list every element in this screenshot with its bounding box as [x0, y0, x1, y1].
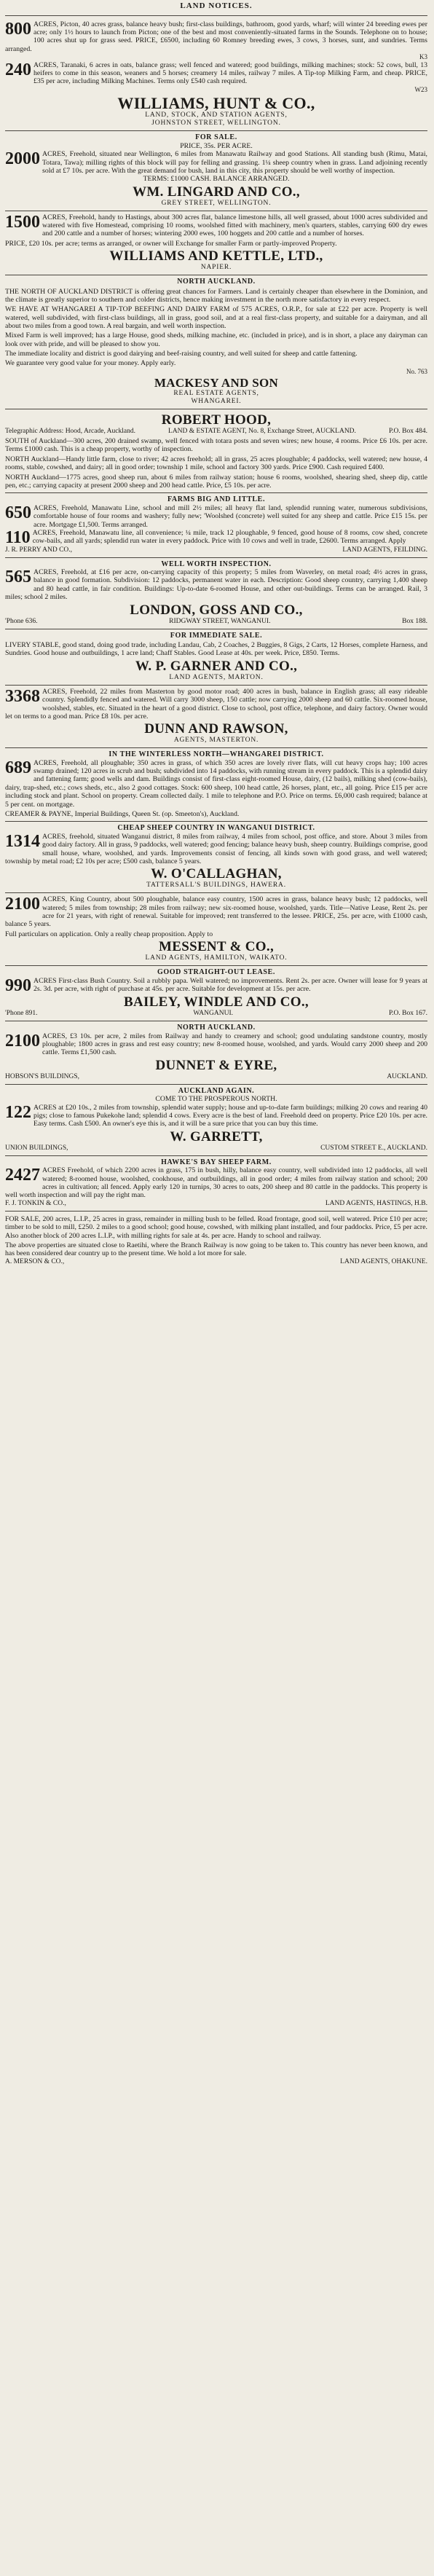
advertisement [5, 1156, 427, 1212]
listing-text: ACRES at £20 10s., 2 miles from township, splendid water supply; house and up-to-date farm buildings; milking 20 cows and rearing 40 pigs; close to famous Pukekohe land; splendid 4 cows. Every acre is the best of land. Freehold deed on property. Price £20 10s. per acre. Easy terms. Cash £500. An owner's eye this is, and it will be a sure price that you can buy this time. [33, 1103, 427, 1128]
acreage-number: 240 [5, 60, 31, 79]
contact-left: J. R. PERRY AND CO., [5, 546, 73, 554]
contact-right: LAND AGENTS, FEILDING. [342, 546, 427, 554]
advertisement [5, 629, 427, 686]
listing-text: ACRES, Freehold, at £16 per acre, on-carrying capacity of this property; 5 miles from Waverley, on metal road; 4½ acres in grass, balance in good formation. Subdivision: 12 paddocks, permanent water in each. Description: Good sheep country, carrying 1,400 sheep and 80 head cattle, in fair condition. Buildings: Up-to-date 6-roomed House, and other out-buildings. Terms can be arranged. Rail, 3 miles; school 2 miles. [5, 568, 427, 602]
contact-center: RIDGWAY STREET, WANGANUI. [169, 617, 271, 625]
agent-address: LAND, STOCK, AND STATION AGENTS, [145, 111, 288, 119]
agent-name: ROBERT HOOD, [161, 412, 272, 428]
newspaper-page [0, 0, 434, 1269]
acreage-number: 3368 [5, 686, 40, 706]
listing-text: ACRES, Freehold, Manawatu line, all convenience; ¼ mile, track 12 ploughable, 9 fenced, good house of 8 rooms, cow shed, concrete cow-bails, and all yards; splendid run water in every paddock. Price with 10 cows and well in trade, £2600. Terms arranged. Apply [32, 528, 427, 546]
ad-heading: NORTH AUCKLAND. [177, 1024, 256, 1032]
ad-subheading: COME TO THE PROSPEROUS NORTH. [155, 1095, 277, 1104]
ads-column [5, 18, 427, 1269]
contact-left: F. J. TONKIN & CO., [5, 1199, 66, 1207]
contact-center: LAND & ESTATE AGENT, No. 8, Exchange Street, AUCKLAND. [168, 428, 356, 436]
contact-right: Box 188. [402, 617, 427, 625]
ad-paragraph: PRICE, £20 10s. per acre; terms as arranged, or owner will Exchange for smaller Farm or partly-improved Property. [5, 239, 337, 248]
advertisement [5, 131, 427, 211]
agent-address: LAND AGENTS, HAMILTON, WAIKATO. [145, 954, 288, 962]
ad-paragraph: We guarantee very good value for your money. Apply early. [5, 359, 176, 368]
listing-paragraph [5, 1166, 427, 1199]
listing-paragraph [5, 759, 427, 809]
contact-left: UNION BUILDINGS, [5, 1144, 68, 1152]
ad-paragraph: NORTH Auckland—1775 acres, good sheep run, about 6 miles from railway station; house 6 rooms, woolshed, shearing shed, sheep dip, cattle pen, etc.; carrying capacity at present 2000 sheep and 200 head cattle. Price, £5 10s. per acre. [5, 473, 427, 490]
contact-right: P.O. Box 167. [388, 1010, 427, 1018]
ad-heading: HAWKE'S BAY SHEEP FARM. [161, 1158, 272, 1166]
agent-address: AGENTS, MASTERTON. [173, 737, 259, 745]
listing-text: ACRES, King Country, about 500 ploughable, balance easy country, 1500 acres in grass, balance heavy bush; 12 paddocks, well watered; 5 miles from township; 28 miles from railway; new six-roomed house, woolshed, yards. Title—Native Lease, Rent 2s. per acre for 21 years, with right of renewal. Suitable for improved; rent transferred to the lessee. PRICE, 25s. per acre, with £1000 cash, balance 5 years. [5, 895, 427, 929]
agent-name: W. P. GARNER AND CO., [135, 658, 298, 674]
listing-paragraph [5, 20, 427, 53]
listing-paragraph [5, 895, 427, 928]
ad-paragraph: CREAMER & PAYNE, Imperial Buildings, Queen St. (op. Smeeton's), Auckland. [5, 809, 240, 818]
listing-paragraph [5, 150, 427, 175]
section-header: LAND NOTICES. [180, 1, 253, 10]
ad-reference-code: No. 763 [406, 367, 427, 375]
ad-heading: GOOD STRAIGHT-OUT LEASE. [157, 968, 275, 977]
ad-paragraph: FOR SALE, 200 acres, L.I.P., 25 acres in grass, remainder in milling bush to be felled. Road frontage, good soil, well watered. Price £10 per acre; timber to be sold to mill, £250. 2 miles to a good school; good house, cowshed, with milking plant installed, and four paddocks. Price, £5 per acre. Also another block of 200 acres L.I.P., with milling rights for sale at 4s. per acre. Handy to school and railway. [5, 1214, 427, 1240]
acreage-number: 565 [5, 568, 31, 587]
acreage-number: 2000 [5, 149, 40, 169]
contact-row [5, 1010, 427, 1018]
agent-name: DUNN AND RAWSON, [144, 721, 288, 737]
listing-paragraph [5, 213, 427, 238]
contact-right: LAND AGENTS, OHAKUNE. [340, 1257, 427, 1265]
contact-right: AUCKLAND. [387, 1072, 427, 1080]
listing-text: ACRES, Freehold, handy to Hastings, about 300 acres flat, balance limestone hills, all well grassed, about 1000 acres subdivided and watered with five Homestead, comprising 10 rooms, woolshed fitted with machinery, men's quarters, stables, carrying 600 dry ewes and 200 cattle and a number of horses; wintering 2000 ewes, 100 hoggets and 200 cattle and a number of horses. [42, 213, 427, 238]
listing-paragraph [5, 833, 427, 865]
acreage-number: 990 [5, 975, 31, 995]
contact-row [5, 1073, 427, 1081]
ad-heading: FOR IMMEDIATE SALE. [170, 631, 263, 640]
contact-row [5, 618, 427, 626]
agent-name: BAILEY, WINDLE AND CO., [124, 994, 309, 1010]
listing-paragraph [5, 568, 427, 601]
listing-text: ACRES First-class Bush Country. Soil a rubbly papa. Well watered; no improvements. Rent 2s. per acre. Owner will lease for 9 years at 2s. 3d. per acre, with right of purchase at 45s. per acre. Suitable for development at 15s. per acre. [33, 976, 427, 993]
agent-address: LAND AGENTS, MARTON. [169, 673, 264, 681]
acreage-number: 2100 [5, 1031, 40, 1051]
acreage-number: 110 [5, 527, 31, 547]
ad-subheading: TERMS: £1000 CASH. BALANCE ARRANGED. [143, 175, 290, 184]
acreage-number: 650 [5, 503, 31, 522]
contact-row [5, 428, 427, 436]
contact-left: A. MERSON & CO., [5, 1257, 65, 1265]
listing-text: ACRES, freehold, situated Wanganui district, 8 miles from railway, 4 miles from school, post office, and store. About 3 miles from good dairy factory. All in grass, 9 paddocks, well watered; good fencing; balance heavy bush, sheep country. Buildings comprise, good small house, whare, woolshed, and yards. Improvements consist of fencing, all kinds sown with good grass, and well watered; township by metal road; £2 10s per acre; £500 cash, balance 5 years. [5, 832, 427, 865]
advertisement [5, 18, 427, 132]
agent-address: REAL ESTATE AGENTS, [173, 390, 259, 398]
advertisement [5, 493, 427, 557]
ad-heading: FARMS BIG AND LITTLE. [167, 495, 266, 504]
ad-paragraph: SOUTH of Auckland—300 acres, 200 drained swamp, well fenced with totara posts and seven wires; new house, 4 rooms. Price £6 10s. per acre. Terms £1000 cash. This is a cheap property, worthy of inspection. [5, 437, 427, 454]
listing-paragraph [5, 529, 427, 546]
header-rule [5, 15, 427, 16]
acreage-number: 1500 [5, 212, 40, 232]
agent-address: GREY STREET, WELLINGTON. [161, 199, 272, 207]
agent-name: WILLIAMS, HUNT & CO., [117, 94, 315, 113]
contact-row [5, 1200, 427, 1208]
ad-heading: WELL WORTH INSPECTION. [161, 559, 272, 568]
ad-paragraph: Mixed Farm is well improved; has a large House, good sheds, milking machine, etc. (included in price), and is in short, a place any dairyman can look over with pride, and will be pleased to show you. [5, 331, 427, 348]
listing-text: ACRES, Freehold, 22 miles from Masterton by good motor road; 400 acres in bush, balance in English grass; all easy rideable country. Splendidly fenced and watered. Will carry 3000 sheep, 150 cattle; now carrying 2000 sheep and 60 cattle. Six-roomed house, woolshed, stables, etc. Situated in the heart of a good district. Close to school, post office, telephone, and dairy factory. Owner would let on terms to a good man. Price £8 10s. per acre. [5, 687, 427, 720]
ad-paragraph: The immediate locality and district is good dairying and beef-raising country, and well suited for sheep and cattle fattening. [5, 350, 358, 358]
contact-row [5, 1144, 427, 1152]
agent-name: WILLIAMS AND KETTLE, LTD., [109, 248, 323, 264]
contact-left: 'Phone 636. [5, 617, 38, 625]
acreage-number: 2427 [5, 1166, 40, 1185]
contact-left: 'Phone 891. [5, 1010, 38, 1018]
contact-right: CUSTOM STREET E., AUCKLAND. [320, 1144, 427, 1152]
advertisement [5, 211, 427, 275]
listing-paragraph [5, 504, 427, 529]
listing-paragraph [5, 61, 427, 86]
advertisement [5, 1212, 427, 1269]
acreage-number: 2100 [5, 895, 40, 914]
ad-paragraph: LIVERY STABLE, good stand, doing good trade, including Landau, Cab, 2 Coaches, 2 Buggies, 8 Gigs, 2 Carts, 12 Horses, complete Harness, and Sundries. Good house and outbuildings, 1 acre land; Chaff Stables. Good Lease at 40s. per week. Price, £850. Terms. [5, 641, 427, 658]
agent-address: TATTERSALL'S BUILDINGS, HAWERA. [146, 881, 286, 890]
acreage-number: 689 [5, 758, 31, 777]
listing-text: ACRES, Freehold, Manawatu Line, school and mill 2½ miles; all heavy flat land, splendid running water, numerous subdivisions, comfortable house of four rooms and washery; fully new; 'Woolshed (concrete) well suited for any sheep and cattle. Price £15 15s. per acre. Mortgage £1,500. Terms arranged. [33, 503, 427, 529]
ad-paragraph: The above properties are situated close to Raetihi, where the Branch Railway is now going to be taken to. This country has never been known, and has been considered dear country up to the present time. We hold a lot more for sale. [5, 1241, 427, 1258]
contact-row [5, 546, 427, 554]
advertisement [5, 822, 427, 893]
acreage-number: 1314 [5, 831, 40, 851]
listing-paragraph [5, 977, 427, 994]
agent-name: LONDON, GOSS AND CO., [130, 602, 303, 618]
ad-heading: CHEAP SHEEP COUNTRY IN WANGANUI DISTRICT. [117, 824, 315, 833]
contact-left: Telegraphic Address: Hood, Arcade, Auckland. [5, 428, 135, 436]
acreage-number: 122 [5, 1102, 31, 1122]
listing-paragraph [5, 1104, 427, 1128]
ad-paragraph: NORTH Auckland—Handy little farm, close to river; 42 acres freehold; all in grass, 25 acres ploughable; 4 paddocks, well watered; new house, 4 rooms, stable, cowshed, and dairy; all in good order; township 1 mile, school and factory 300 yards. Price £900. Cash required £400. [5, 455, 427, 472]
advertisement [5, 275, 427, 409]
acreage-number: 800 [5, 19, 31, 39]
agent-address: NAPIER. [200, 263, 232, 271]
advertisement [5, 1085, 427, 1156]
contact-right: LAND AGENTS, HASTINGS, H.B. [325, 1199, 427, 1207]
contact-row [5, 1258, 427, 1266]
contact-center: WANGANUI. [193, 1010, 234, 1018]
listing-text: ACRES, Freehold, situated near Wellington, 6 miles from Manawatu Railway and good Stations. All standing bush (Rimu, Matai, Totara, Tawa); milling rights of this block will pay for felling and grassing. 1¼ sheep country when in grass. Land adjoining recently sold at £7 10s. per acre. With the great demand for bush, land in this city, this property should be well worthy of inspection. [42, 150, 427, 175]
ad-heading: FOR SALE. [195, 133, 237, 142]
advertisement [5, 409, 427, 493]
listing-paragraph [5, 1032, 427, 1057]
advertisement [5, 1021, 427, 1085]
ad-reference-code: K3 [419, 53, 427, 61]
agent-name: W. GARRETT, [170, 1128, 263, 1144]
agent-name: MESSENT & CO., [159, 939, 274, 955]
advertisement [5, 748, 427, 822]
advertisement [5, 686, 427, 748]
contact-right: P.O. Box 484. [388, 428, 427, 436]
listing-text: ACRES, £3 10s. per acre, 2 miles from Railway and handy to creamery and school; good undulating sandstone country, mostly ploughable; 1800 acres in grass and rest easy country; new 8-roomed house, woolshed, and yards. Would carry 2000 sheep and 200 cattle. Terms £1,500 cash. [42, 1032, 427, 1057]
advertisement [5, 558, 427, 629]
listing-text: ACRES, Picton, 40 acres grass, balance heavy bush; first-class buildings, bathroom, good yards, wharf; will winter 24 breeding ewes per acre; only 1½ hours to launch from Picton; one of the best and most conveniently-situated farms in the Sounds. Telephone on to house; 100 acres shut up for grass seed. PRICE, £6500, including 60 Romney breeding ewes, 3 cows, 3 horses, sunt, and sundries. Terms arranged. [5, 20, 427, 53]
listing-text: ACRES Freehold, of which 2200 acres in grass, 175 in bush, hilly, balance easy country, well subdivided into 12 paddocks, all well watered; 8-roomed house, woolshed, cookhouse, and outbuildings, all in good order; 4 miles from railway station and school; 200 acres in cultivation; all fenced. Apply early 120 in turnips, 30 acres to oats, 200 sheep and 80 cattle in the paddocks. This property is well worth inspection and will pay the right man. [5, 1166, 427, 1200]
agent-name: WM. LINGARD AND CO., [133, 184, 300, 200]
listing-text: ACRES, Taranaki, 6 acres in oats, balance grass; well fenced and watered; good buildings, milking machines; stock: 52 cows, bull, 13 heifers to come in this season, weaners and 5 horses; creamery 14 miles, railway 7 miles. A Tip-top Milking Farm, and cheap. PRICE, £35 per acre, including Milking Machines. Terms only £540 cash required. [33, 60, 427, 86]
ad-reference-code: W23 [414, 85, 427, 93]
ad-subheading: PRICE, 35s. PER ACRE. [180, 141, 253, 150]
agent-name: W. O'CALLAGHAN, [151, 866, 282, 882]
ad-heading: IN THE WINTERLESS NORTH—WHANGAREI DISTRICT. [108, 750, 324, 759]
ad-paragraph: THE NORTH OF AUCKLAND DISTRICT is offering great chances for Farmers. Land is certainly cheaper than elsewhere in the Dominion, and the climate is greatly superior to southern and colder districts, hence making investment in the north more satisfactory in every respect. [5, 287, 427, 304]
agent-address: WHANGAREI. [191, 398, 242, 406]
listing-text: ACRES, Freehold, all ploughable; 350 acres in grass, of which 350 acres are lovely river flats, will cut heavy crops hay; 100 acres swamp drained; 120 acres in scrub and bush; subdivided into 14 paddocks, with running stream in every paddock. This is a splendid dairy and fattening farm; good wells and dam. Buildings consist of first-class eight-roomed House, dairy, (12 bails), milking shed (cow-bails), dairy, trap-shed, etc.; cows sheds, etc., also 2 good cottages. Stock: 600 sheep, 100 head cattle, 26 horses, plant, etc., all going. Price £15 per acre including stock and plant. School on property. Cream collected daily. 1 mile to telephone and P.O. Price on terms. £6,000 cash required; balance at 5 per cent. on mortgage. [5, 758, 427, 809]
listing-paragraph [5, 688, 427, 720]
ad-heading: AUCKLAND AGAIN. [178, 1086, 255, 1095]
agent-address: JOHNSTON STREET, WELLINGTON. [151, 119, 281, 127]
agent-name: MACKESY AND SON [154, 376, 279, 390]
advertisement [5, 893, 427, 966]
ad-heading: NORTH AUCKLAND. [177, 278, 256, 286]
contact-left: HOBSON'S BUILDINGS, [5, 1072, 79, 1080]
ad-paragraph: Full particulars on application. Only a really cheap proposition. Apply to [5, 930, 213, 938]
advertisement [5, 966, 427, 1021]
ad-paragraph: WE HAVE AT WHANGAREI A TIP-TOP BEEFING AND DAIRY FARM of 575 ACRES, O.R.P., for sale at £22 per acre. Property is well watered, well subdivided, with first-class buildings, all in grass, good soil, and at a real first-class property, and suitable for a dairyman, and all about two miles from a good town. A real bargain, and well worth inspection. [5, 305, 427, 331]
agent-name: DUNNET & EYRE, [155, 1057, 277, 1073]
